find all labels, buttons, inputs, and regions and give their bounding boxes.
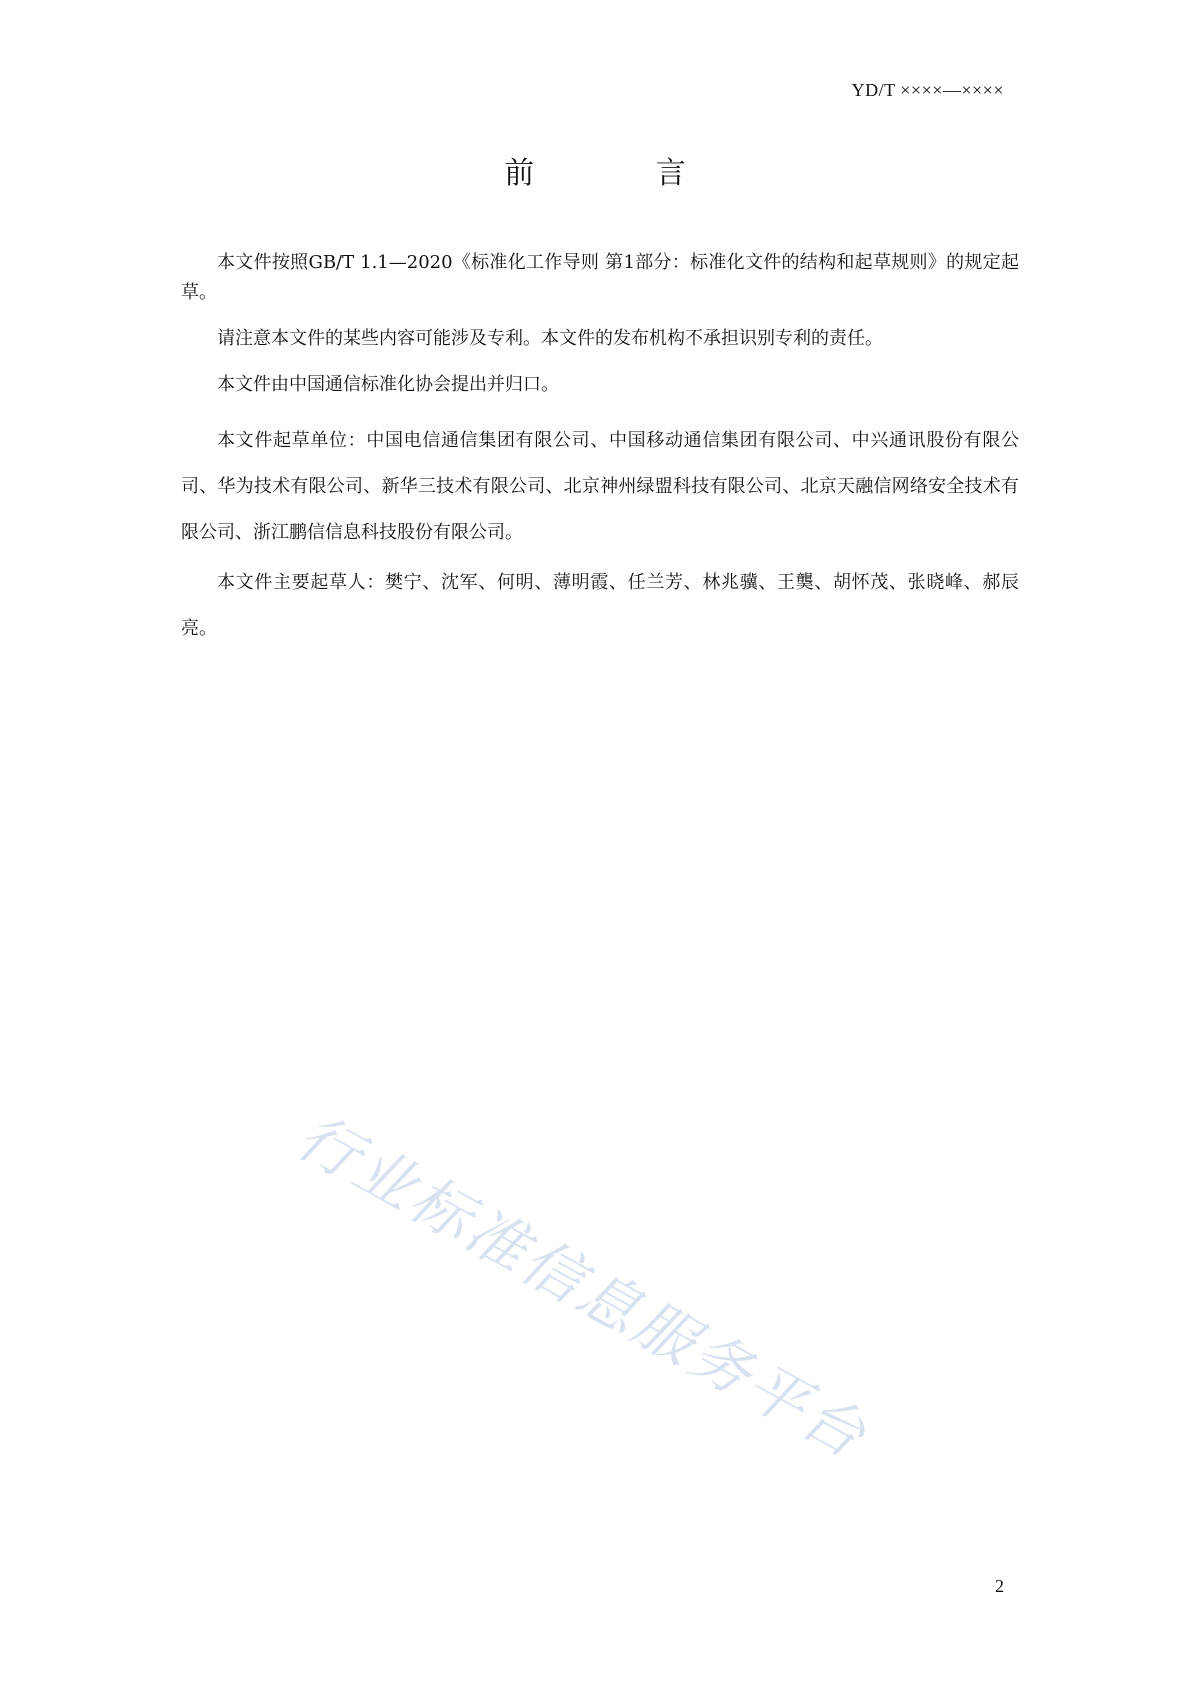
paragraph-proposer: 本文件由中国通信标准化协会提出并归口。 [217, 374, 559, 395]
paragraph-patent-notice: 请注意本文件的某些内容可能涉及专利。本文件的发布机构不承担识别专利的责任。 [217, 328, 883, 349]
paragraph-drafters: 本文件主要起草人：樊宁、沈军、何明、薄明霞、任兰芳、林兆骥、王龑、胡怀茂、张晓峰、郝辰亮。 [181, 572, 1019, 639]
paragraph-drafting-rules: 本文件按照GB/T 1.1—2020《标准化工作导则 第1部分：标准化文件的结构和起草规则》的规定起草。 [181, 252, 1019, 303]
page-title: 前 言 [504, 156, 742, 191]
paragraph-drafting-units: 本文件起草单位：中国电信通信集团有限公司、中国移动通信集团有限公司、中兴通讯股份有限公司、华为技术有限公司、新华三技术有限公司、北京神州绿盟科技有限公司、北京天融信网络安全技术有限公司、浙江鹏信信息科技股份有限公司。 [181, 430, 1019, 543]
page-number: 2 [995, 1576, 1004, 1596]
document-body [181, 248, 1019, 652]
standard-code-header: YD/T ××××—×××× [851, 80, 1004, 100]
watermark: 行业标准信息服务平台 [285, 1101, 880, 1474]
